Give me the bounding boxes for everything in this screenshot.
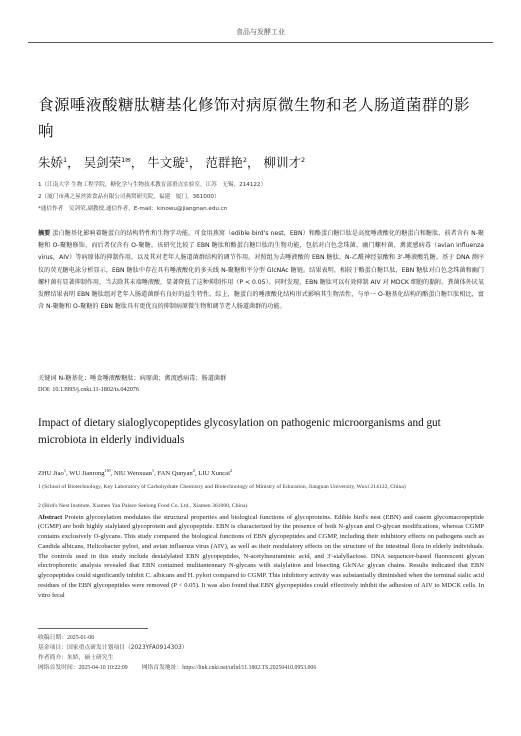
author-sup: 2 [229,468,233,473]
authors-english: ZHU Jiao$^1$, WU Jianrong$^{1✉}$, NIU Wenxuan$^1$, FAN Qunyan$^2$, LIU Xuncai$^2$ [38,468,233,478]
author-sup: 1✉ [121,155,131,164]
author-sup: 2 [301,155,306,164]
author-sup: 1 [151,468,155,473]
footnote-value: 朱娇，硕士研究生 [67,655,114,661]
author-sup: 2 [192,468,195,473]
keywords-chinese [38,373,226,382]
footnote-value: 2025-01-08 [67,635,95,641]
abstract-cn-label: 摘要 [38,230,51,237]
author-sup: 2 [242,155,248,164]
affiliation-cn-1: 1（江南大学 生物工程学院，糖化学与生物技术教育部重点实验室，江苏 无锡，214122） [38,182,267,188]
online-first-url[interactable]: https://link.cnki.net/urlid/11.1802.TS.20250410.0953.006 [182,665,317,671]
authors-chinese: 朱娇$^1$， 吴剑荣$^{1✉}$， 牛文璇$^1$， 范群艳$^2$， 柳训才$^2$ [38,155,306,170]
author-sup: 1 [63,468,67,473]
abstract-cn-text: 蛋白糖基化影响着糖蛋白的结构特性和生物学功能。可食用燕窝（edible bird's nest，EBN）和酪蛋白糖巨肽是高度唾液酸化的糖蛋白和糖肽，前者含有 N-聚糖和 O-聚糖修饰，而后者仅含有 O-聚糖。该研究比较了 EBN 糖肽和酪蛋白糖巨肽的生物功能，包括对白色念珠菌、幽门螺杆菌、禽流感病毒（avian influenza virus，AIV）等病原体的抑制作用，以及其对老年人肠道菌群结构的调节作用。对照组为去唾液酸的 EBN 糖肽、N-乙酰神经氨酸和 3'-唾液酸乳糖。基于 DNA 测序仪的荧光糖电泳分析显示，EBN 糖肽中存在具有唾液酸化的多天线 N-聚糖和平分型 GlcNAc 糖链。结果表明，相较于酪蛋白糖巨肽，EBN 糖肽对白色念珠菌和幽门螺杆菌有显著抑制作用，当去除其末端唾液酸，显著降低了这种抑制作用（P < 0.05）。同时发现，EBN 糖肽可以有效抑制 AIV 对 MDCK 细胞的黏附。粪菌体外厌氧发酵结果表明 EBN 糖肽组对老年人肠道菌群有良好的益生特性。综上，糖蛋白的唾液酸化结构形式影响其生物活性，与单一 O-糖基化结构的酪蛋白糖巨肽相比，富含 N-聚糖和 O-聚糖的 EBN 糖肽具有更优良的抑制病原微生物和调节老人肠道菌群的功能。 [38,230,485,311]
footnote-funding [38,643,187,653]
affiliation-en-1: 1 (School of Biotechnology, Key Laboratory of Carbohydrate Chemistry and Biotechnology of Ministry of Education, Jiangnan University, Wuxi 214122, China) [38,484,406,490]
abstract-en-label: Abstract [38,513,63,521]
author-en: NIU Wenxuan [113,470,152,478]
abstract-en-text: Protein glycosylation modulates the structural properties and biological functions of glycoproteins. Edible bird's nest (EBN) and casein glycomacropeptide (CGMP) are both highly sialylated glycoprotein and glycopeptide. EBN is characterized by the presence of both N-glycan and O-glycan modifications, whereas CGMP contains exclusively O-glycans. This study compared the biological functions of EBN glycopeptides and CGMP, including their inhibitory effects on pathogens such as Candida albicans, Helicobacter pylori, and avian influenza virus (AIV), as well as their modulatory effects on the structure of the intestinal flora in elderly individuals. The controls used in this study include desialylated EBN glycopeptides, N-acetylneuraminic acid, and 3'-sialyllactose. DNA sequencer-based fluorescent glycan electrophoretic analysis revealed that EBN contained multiantennary N-glycans with sialylation and bisecting GlcNAc glycan chains. Results indicated that EBN glycopeptides could significantly inhibit C. albicans and H. pylori compared to CGMP. This inhibitory activity was substantially diminished when the terminal sialic acid residues of the EBN glycopeptides were removed (P < 0.05). It was also found that EBN glycopeptides could effectively inhibit the adhesion of AIV to MDCK cells. In vitro fecal [38,513,484,599]
author-en: ZHU Jiao [38,470,64,478]
author-cn: 吴剑荣 [83,155,122,170]
corresponding-author-note: *通信作者 吴剑荣,副教授,通信作者，E-mail：kinowu@jiangnan.edu.cn [38,206,228,212]
footnote-rule [38,628,148,629]
keywords-cn-label: 关键词 [38,375,57,382]
footnote-online-first [38,663,316,673]
author-sup: 1✉ [104,468,111,473]
abstract-chinese [38,228,484,313]
affiliation-cn-2: 2（厦门市燕之屋丝浓食品有限公司燕窝研究院，福建 厦门，361000） [38,194,220,200]
header-rule [28,42,493,43]
running-head: 食品与发酵工业 [236,28,285,36]
footnote-value: 2025-04-10 10:22:09 [78,665,128,671]
title-chinese: 食源唾液酸糖肽糖基化修饰对病原微生物和老人肠道菌群的影响 [38,96,471,140]
abstract-english [38,502,484,600]
keywords-cn-text: N-糖基化；唾食唾液酸糖肽；病原菌；禽流感病毒；肠道菌群 [58,375,227,382]
footnote-label: 网络首发时间： [38,665,79,671]
author-cn: 范群艳 [205,155,243,170]
footnote-label: 网络首发地址： [141,665,183,671]
affiliation-en-2: 2 (Bird's Nest Institute, Xiamen Yan Palace Seelong Food Co. Ltd., Xiamen 361000, China) [38,503,248,509]
footnote-label: 收稿日期： [38,635,67,641]
author-cn: 朱娇 [38,155,64,170]
author-en: WU Jianrong [69,470,105,478]
footnote-label: 基金项目： [38,645,67,651]
author-en: LIU Xuncai [198,470,230,478]
title-english: Impact of dietary sialoglycopeptides glycosylation on pathogenic microorganisms and gut microbiota in elderly individuals [38,417,441,446]
footnote-received [38,633,94,643]
footnote-value: 国家重点研发计划项目（2023YFA0914303） [67,645,188,651]
author-sup: 1 [184,155,189,164]
author-cn: 柳训才 [263,155,302,170]
footnote-author-bio [38,653,113,663]
doi-line: DOI: 10.13995/j.cnki.11-1802/ts.042076 [38,386,139,393]
author-en: FAN Qunyan [157,470,193,478]
footnote-label: 作者简介： [38,655,67,661]
author-sup: 1 [63,155,68,164]
author-cn: 牛文璇 [147,155,185,170]
